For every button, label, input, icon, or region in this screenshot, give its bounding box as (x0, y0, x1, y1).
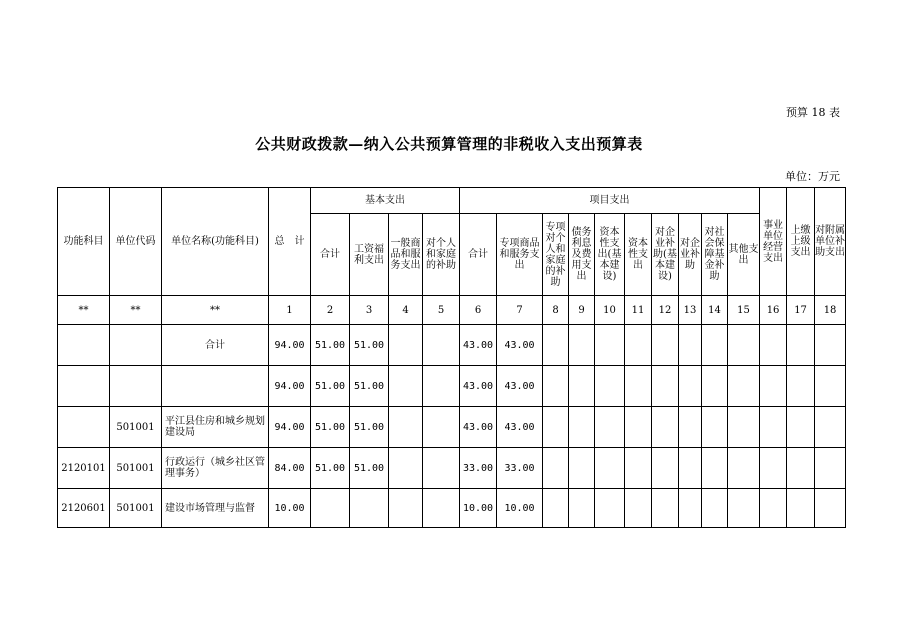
empty-cell (760, 407, 787, 448)
empty-cell (679, 407, 702, 448)
unit-name-cell: 平江县住房和城乡规划建设局 (162, 407, 269, 448)
project-goods-cell: 43.00 (497, 407, 543, 448)
basic-sum-cell (311, 489, 350, 528)
header-project-8: 对企业补助 (679, 214, 702, 296)
table-row (58, 448, 846, 489)
project-goods-cell: 43.00 (497, 366, 543, 407)
index-cell: 5 (423, 296, 460, 325)
empty-cell (595, 366, 625, 407)
index-cell: 16 (760, 296, 787, 325)
empty-cell (543, 489, 569, 528)
empty-cell (652, 407, 679, 448)
header-other-2: 上缴上级支出 (787, 188, 815, 296)
header-row-group (58, 188, 846, 214)
empty-cell (815, 325, 846, 366)
func-code-cell: 2120101 (58, 448, 110, 489)
empty-cell (815, 489, 846, 528)
index-cell: ** (110, 296, 162, 325)
empty-cell (595, 448, 625, 489)
empty-cell (728, 407, 760, 448)
empty-cell (423, 366, 460, 407)
index-cell: 9 (569, 296, 595, 325)
unit-label: 单位：万元 (785, 170, 840, 183)
index-cell: 12 (652, 296, 679, 325)
func-code-cell (58, 407, 110, 448)
header-project-10: 其他支出 (728, 214, 760, 296)
empty-cell (815, 448, 846, 489)
basic-wage-cell: 51.00 (350, 407, 389, 448)
index-cell: ** (58, 296, 110, 325)
index-cell: 6 (460, 296, 497, 325)
empty-cell (652, 366, 679, 407)
total-cell: 10.00 (269, 489, 311, 528)
header-project-4: 债务利息及费用支出 (569, 214, 595, 296)
project-sum-cell: 10.00 (460, 489, 497, 528)
empty-cell (787, 489, 815, 528)
empty-cell (760, 489, 787, 528)
empty-cell (389, 325, 423, 366)
empty-cell (679, 489, 702, 528)
sheet-number: 预算 18 表 (786, 106, 840, 119)
header-other-3: 对附属单位补助支出 (815, 188, 846, 296)
empty-cell (702, 366, 728, 407)
header-project-1: 合计 (460, 214, 497, 296)
empty-cell (569, 366, 595, 407)
func-code-cell (58, 366, 110, 407)
header-project-5: 资本性支出(基本建设) (595, 214, 625, 296)
empty-cell (423, 448, 460, 489)
index-cell: 18 (815, 296, 846, 325)
empty-cell (702, 325, 728, 366)
table-row (58, 489, 846, 528)
header-basic-4: 对个人和家庭的补助 (423, 214, 460, 296)
index-cell: 13 (679, 296, 702, 325)
empty-cell (760, 366, 787, 407)
header-other-1: 事业单位经营支出 (760, 188, 787, 296)
budget-table (57, 187, 846, 528)
total-cell: 94.00 (269, 366, 311, 407)
func-code-cell (58, 325, 110, 366)
basic-wage-cell: 51.00 (350, 448, 389, 489)
empty-cell (760, 448, 787, 489)
index-cell: 10 (595, 296, 625, 325)
basic-wage-cell: 51.00 (350, 366, 389, 407)
empty-cell (702, 489, 728, 528)
header-unit-code: 单位代码 (110, 188, 162, 296)
header-project-9: 对社会保障基金补助 (702, 214, 728, 296)
unit-name-cell: 合计 (162, 325, 269, 366)
empty-cell (625, 366, 652, 407)
project-goods-cell: 43.00 (497, 325, 543, 366)
index-cell: 1 (269, 296, 311, 325)
empty-cell (652, 325, 679, 366)
project-sum-cell: 43.00 (460, 366, 497, 407)
unit-code-cell (110, 325, 162, 366)
header-project-group: 项目支出 (460, 188, 760, 214)
empty-cell (702, 407, 728, 448)
index-cell: 2 (311, 296, 350, 325)
empty-cell (625, 325, 652, 366)
empty-cell (625, 407, 652, 448)
project-sum-cell: 43.00 (460, 325, 497, 366)
index-cell: 3 (350, 296, 389, 325)
project-goods-cell: 33.00 (497, 448, 543, 489)
empty-cell (389, 448, 423, 489)
empty-cell (728, 489, 760, 528)
table-row (58, 325, 846, 366)
empty-cell (389, 366, 423, 407)
basic-wage-cell (350, 489, 389, 528)
empty-cell (728, 448, 760, 489)
index-cell: 4 (389, 296, 423, 325)
header-basic-group: 基本支出 (311, 188, 460, 214)
total-cell: 94.00 (269, 407, 311, 448)
basic-wage-cell: 51.00 (350, 325, 389, 366)
index-cell: 7 (497, 296, 543, 325)
empty-cell (625, 448, 652, 489)
page-title: 公共财政拨款—纳入公共预算管理的非税收入支出预算表 (255, 135, 643, 153)
empty-cell (543, 448, 569, 489)
empty-cell (595, 325, 625, 366)
index-cell: 15 (728, 296, 760, 325)
project-goods-cell: 10.00 (497, 489, 543, 528)
unit-name-cell: 行政运行（城乡社区管理事务） (162, 448, 269, 489)
empty-cell (543, 325, 569, 366)
empty-cell (543, 407, 569, 448)
project-sum-cell: 33.00 (460, 448, 497, 489)
index-row (58, 296, 846, 325)
unit-name-cell: 建设市场管理与监督 (162, 489, 269, 528)
unit-code-cell: 501001 (110, 407, 162, 448)
unit-name-cell (162, 366, 269, 407)
empty-cell (595, 489, 625, 528)
empty-cell (679, 366, 702, 407)
empty-cell (787, 325, 815, 366)
header-project-3: 专项对个人和家庭的补助 (543, 214, 569, 296)
empty-cell (787, 366, 815, 407)
unit-code-cell: 501001 (110, 489, 162, 528)
empty-cell (787, 448, 815, 489)
header-basic-3: 一般商品和服务支出 (389, 214, 423, 296)
empty-cell (728, 366, 760, 407)
unit-code-cell: 501001 (110, 448, 162, 489)
basic-sum-cell: 51.00 (311, 366, 350, 407)
empty-cell (569, 325, 595, 366)
header-basic-1: 合计 (311, 214, 350, 296)
empty-cell (728, 325, 760, 366)
table-row (58, 407, 846, 448)
empty-cell (595, 407, 625, 448)
index-cell: ** (162, 296, 269, 325)
basic-sum-cell: 51.00 (311, 407, 350, 448)
empty-cell (569, 448, 595, 489)
header-basic-2: 工资福利支出 (350, 214, 389, 296)
basic-sum-cell: 51.00 (311, 448, 350, 489)
table-row (58, 366, 846, 407)
total-cell: 84.00 (269, 448, 311, 489)
empty-cell (569, 489, 595, 528)
empty-cell (423, 325, 460, 366)
empty-cell (423, 489, 460, 528)
header-project-2: 专项商品和服务支出 (497, 214, 543, 296)
index-cell: 17 (787, 296, 815, 325)
header-project-7: 对企业补助(基本建设) (652, 214, 679, 296)
basic-sum-cell: 51.00 (311, 325, 350, 366)
empty-cell (625, 489, 652, 528)
empty-cell (389, 407, 423, 448)
index-cell: 11 (625, 296, 652, 325)
empty-cell (815, 407, 846, 448)
empty-cell (652, 489, 679, 528)
header-total: 总 计 (269, 188, 311, 296)
empty-cell (569, 407, 595, 448)
empty-cell (679, 325, 702, 366)
index-cell: 14 (702, 296, 728, 325)
empty-cell (702, 448, 728, 489)
empty-cell (423, 407, 460, 448)
empty-cell (389, 489, 423, 528)
total-cell: 94.00 (269, 325, 311, 366)
header-project-6: 资本性支出 (625, 214, 652, 296)
unit-code-cell (110, 366, 162, 407)
func-code-cell: 2120601 (58, 489, 110, 528)
project-sum-cell: 43.00 (460, 407, 497, 448)
header-func-code: 功能科目 (58, 188, 110, 296)
empty-cell (787, 407, 815, 448)
header-unit-name: 单位名称(功能科目) (162, 188, 269, 296)
empty-cell (815, 366, 846, 407)
empty-cell (679, 448, 702, 489)
empty-cell (543, 366, 569, 407)
index-cell: 8 (543, 296, 569, 325)
empty-cell (652, 448, 679, 489)
empty-cell (760, 325, 787, 366)
